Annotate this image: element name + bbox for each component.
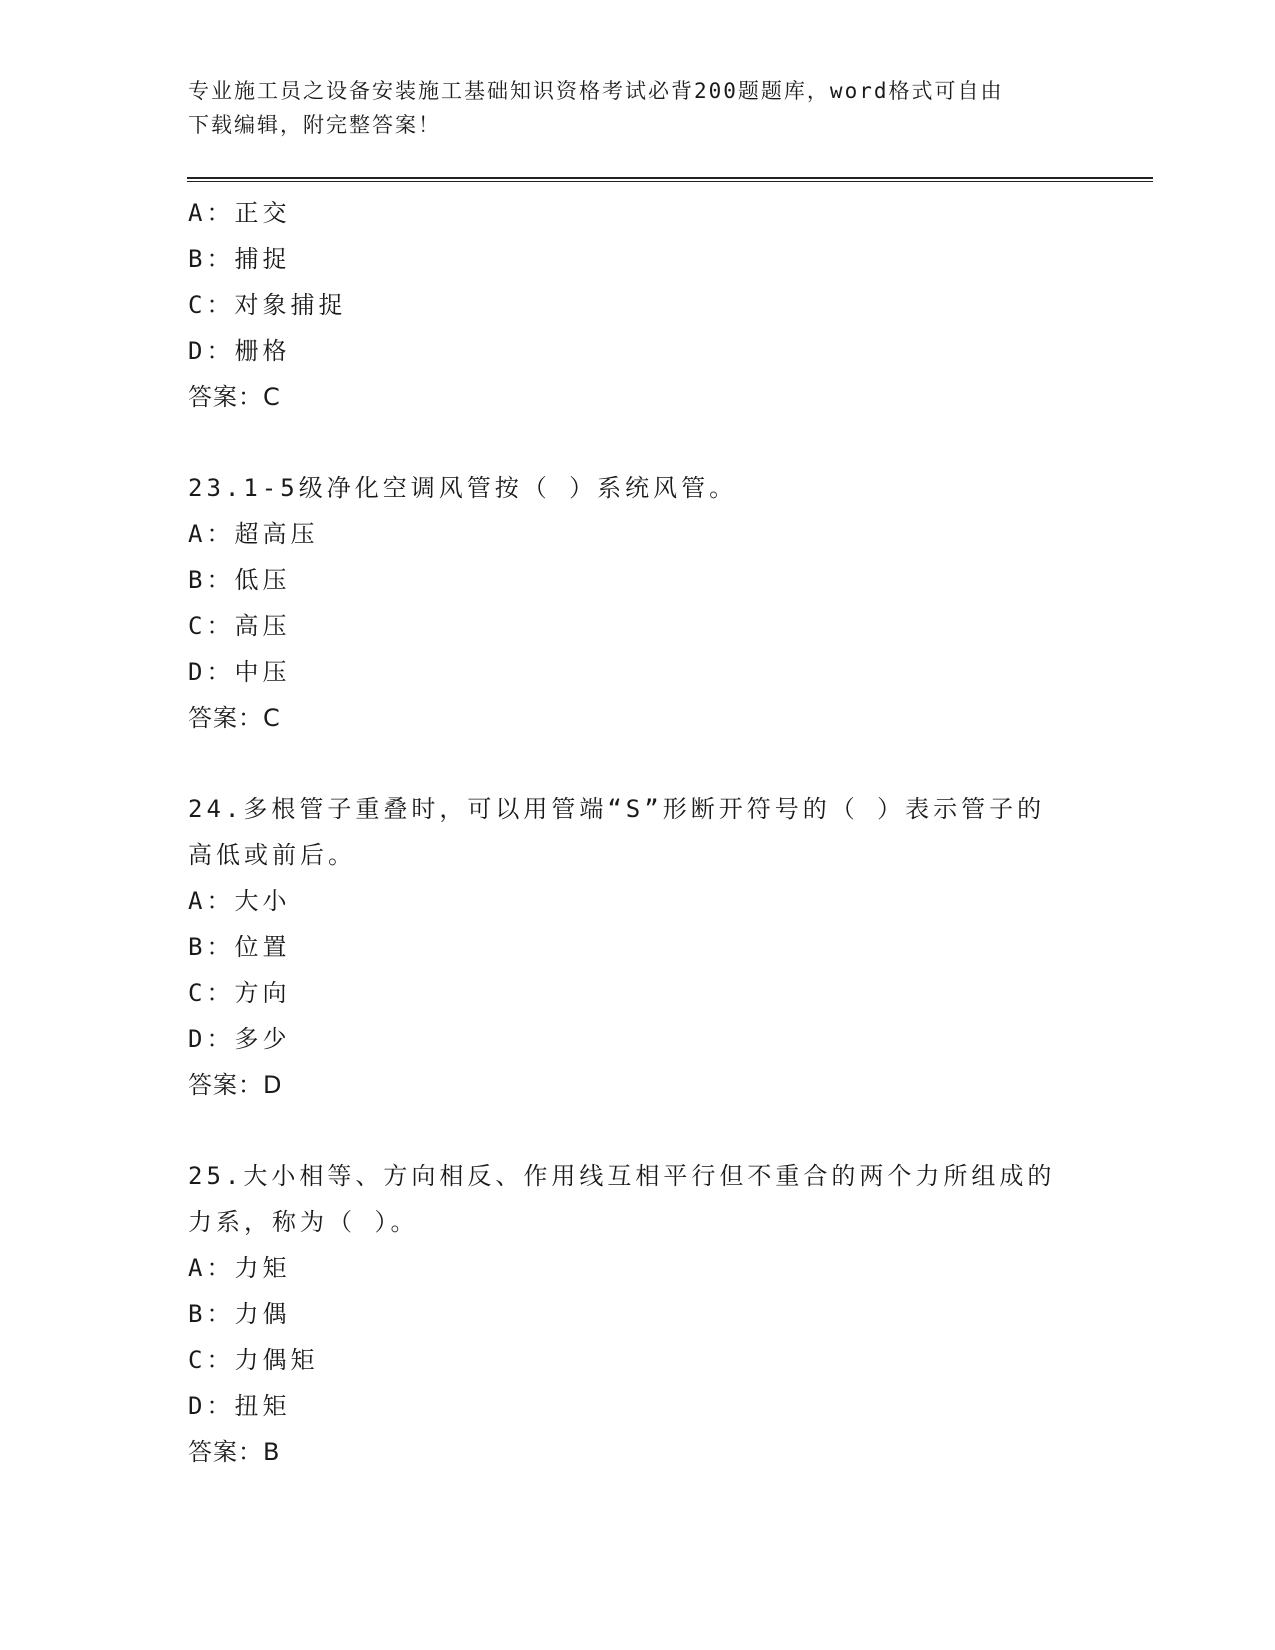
option-a: A：力矩: [188, 1254, 291, 1282]
option-a: A：正交: [188, 199, 291, 227]
question-text-continued: 力系，称为（ ）。: [188, 1208, 419, 1236]
answer-line: 答案：C: [188, 704, 281, 732]
header-line-1: 专业施工员之设备安装施工基础知识资格考试必背200题题库，word格式可自由: [188, 79, 1004, 103]
question-list: [188, 190, 1088, 1475]
question-text-continued: 高低或前后。: [188, 841, 356, 869]
option-d: D：多少: [188, 1025, 291, 1053]
option-b: B：捕捉: [188, 245, 291, 273]
header-rule-thin: [187, 181, 1153, 182]
option-b: B：位置: [188, 933, 291, 961]
option-d: D：扭矩: [188, 1392, 291, 1420]
option-d: D：中压: [188, 658, 291, 686]
question-text: 24.多根管子重叠时，可以用管端“S”形断开符号的（ ）表示管子的: [188, 795, 1046, 823]
option-c: C：对象捕捉: [188, 291, 347, 319]
header-rule-thick: [187, 177, 1153, 179]
question-text: 23.1-5级净化空调风管按（ ）系统风管。: [188, 474, 738, 502]
question-text: 25.大小相等、方向相反、作用线互相平行但不重合的两个力所组成的: [188, 1162, 1056, 1190]
option-c: C：高压: [188, 612, 291, 640]
option-c: C：方向: [188, 979, 291, 1007]
option-b: B：力偶: [188, 1300, 291, 1328]
answer-line: 答案：B: [188, 1438, 281, 1466]
document-header: [188, 74, 1088, 142]
question-25-block: [188, 1153, 1088, 1475]
option-d: D：栅格: [188, 337, 291, 365]
option-b: B：低压: [188, 566, 291, 594]
option-a: A：超高压: [188, 520, 319, 548]
question-24-block: [188, 786, 1088, 1108]
question-22-block: [188, 190, 1088, 420]
answer-line: 答案：C: [188, 383, 281, 411]
option-a: A：大小: [188, 887, 291, 915]
answer-line: 答案：D: [188, 1071, 283, 1099]
header-line-2: 下载编辑，附完整答案！: [188, 113, 441, 137]
question-23-block: [188, 465, 1088, 741]
option-c: C：力偶矩: [188, 1346, 319, 1374]
